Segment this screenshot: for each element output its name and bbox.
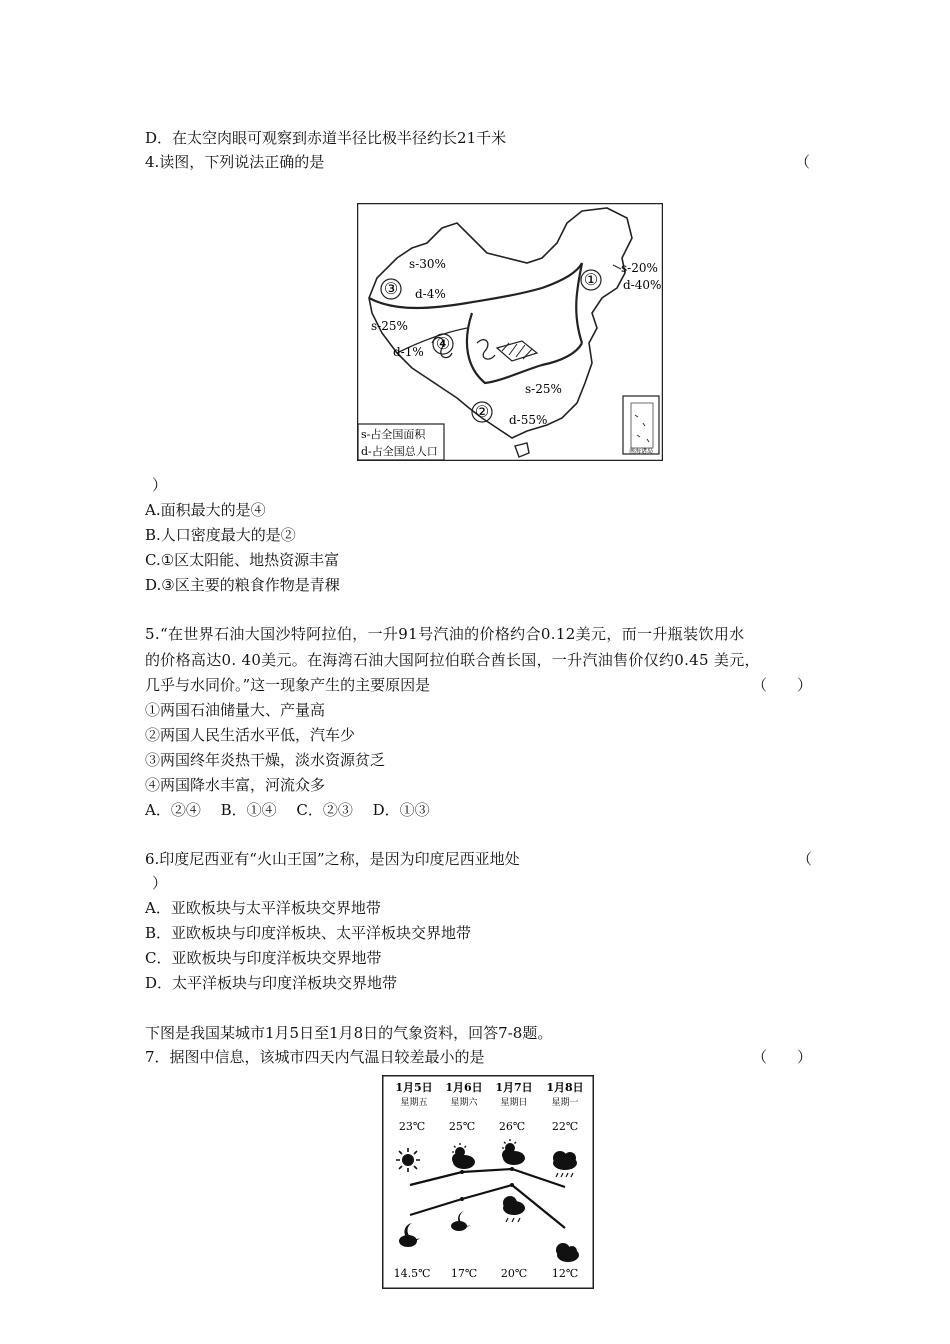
inset-label: 南海诸岛: [628, 448, 654, 455]
q78-intro: 下图是我国某城市1月5日至1月8日的气象资料，回答7-8题。: [145, 1024, 553, 1042]
day2-high: 25℃: [448, 1120, 476, 1133]
q6-paren-open: （: [797, 850, 813, 868]
q6-option-a: A．亚欧板块与太平洋板块交界地带: [145, 899, 381, 917]
weather-forecast-figure: [382, 1075, 594, 1289]
q5-paren: （ ）: [752, 676, 813, 694]
legend-d: d-占全国总人口: [361, 445, 438, 458]
region1-s: s-20%: [621, 261, 658, 275]
q5-item-1: ①两国石油储量大、产量高: [145, 701, 326, 719]
q4-paren-open: （: [795, 153, 811, 171]
region2-number: ②: [474, 402, 490, 421]
q5-item-4: ④两国降水丰富，河流众多: [145, 776, 326, 794]
q6-option-b: B．亚欧板块与印度洋板块、太平洋板块交界地带: [145, 924, 472, 942]
q5-item-2: ②两国人民生活水平低，汽车少: [145, 726, 356, 744]
day3-weekday: 星期日: [500, 1098, 528, 1108]
q4-stem: 4.读图，下列说法正确的是: [145, 153, 325, 171]
day4-low: 12℃: [551, 1267, 579, 1280]
day4-weekday: 星期一: [551, 1098, 579, 1108]
q4-option-c: C.①区太阳能、地热资源丰富: [145, 551, 340, 569]
q4-option-d: D.③区主要的粮食作物是青稞: [145, 576, 340, 594]
day1-low: 14.5℃: [393, 1267, 431, 1280]
day1-weekday: 星期五: [400, 1098, 428, 1108]
region3-number: ③: [383, 279, 399, 298]
q5-text-line3: 几乎与水同价。”这一现象产生的主要原因是: [145, 676, 431, 694]
region1-d: d-40%: [623, 278, 662, 292]
q4-option-a: A.面积最大的是④: [145, 501, 266, 519]
legend-s: s-占全国面积: [361, 428, 426, 441]
china-region-map: [357, 203, 663, 461]
region4-number: ④: [435, 334, 451, 353]
day2-low: 17℃: [450, 1267, 478, 1280]
q4-option-b: B.人口密度最大的是②: [145, 526, 296, 544]
q3-option-d: D．在太空肉眼可观察到赤道半径比极半径约长21千米: [145, 129, 507, 147]
region3-s: s-30%: [409, 257, 446, 271]
region2-d: d-55%: [509, 413, 548, 427]
q6-option-c: C．亚欧板块与印度洋板块交界地带: [145, 949, 382, 967]
region4-d: d-1%: [393, 345, 424, 359]
q4-paren-close: ）: [152, 476, 168, 494]
day3-high: 26℃: [498, 1120, 526, 1133]
q5-text-line1: 5.“在世界石油大国沙特阿拉伯，一升91号汽油的价格约合0.12美元，而一升瓶装饮用水: [145, 625, 745, 643]
q5-choices: A．②④ B．①④ C．②③ D．①③: [145, 801, 430, 819]
region1-number: ①: [583, 270, 599, 289]
day1-high: 23℃: [398, 1120, 426, 1133]
region3-d: d-4%: [415, 287, 446, 301]
region4-s: s-25%: [371, 319, 408, 333]
q6-option-d: D．太平洋板块与印度洋板块交界地带: [145, 974, 398, 992]
region2-s: s-25%: [525, 382, 562, 396]
q6-stem: 6.印度尼西亚有“火山王国”之称，是因为印度尼西亚地处: [145, 850, 520, 868]
q7-stem: 7．据图中信息，该城市四天内气温日较差最小的是: [145, 1048, 485, 1066]
q5-text-line2: 的价格高达0. 40美元。在海湾石油大国阿拉伯联合酋长国，一升汽油售价仅约0.45 美元，: [145, 651, 760, 669]
day3-low: 20℃: [500, 1267, 528, 1280]
day4-high: 22℃: [551, 1120, 579, 1133]
q7-paren: （ ）: [752, 1048, 813, 1066]
day2-weekday: 星期六: [450, 1098, 478, 1108]
q5-item-3: ③两国终年炎热干燥，淡水资源贫乏: [145, 751, 386, 769]
q6-paren-close: ）: [152, 874, 168, 892]
day4-date: 1月8日: [546, 1081, 584, 1094]
day2-date: 1月6日: [445, 1081, 483, 1094]
day3-date: 1月7日: [495, 1081, 533, 1094]
sun-icon: [396, 1148, 420, 1172]
day1-date: 1月5日: [395, 1081, 433, 1094]
